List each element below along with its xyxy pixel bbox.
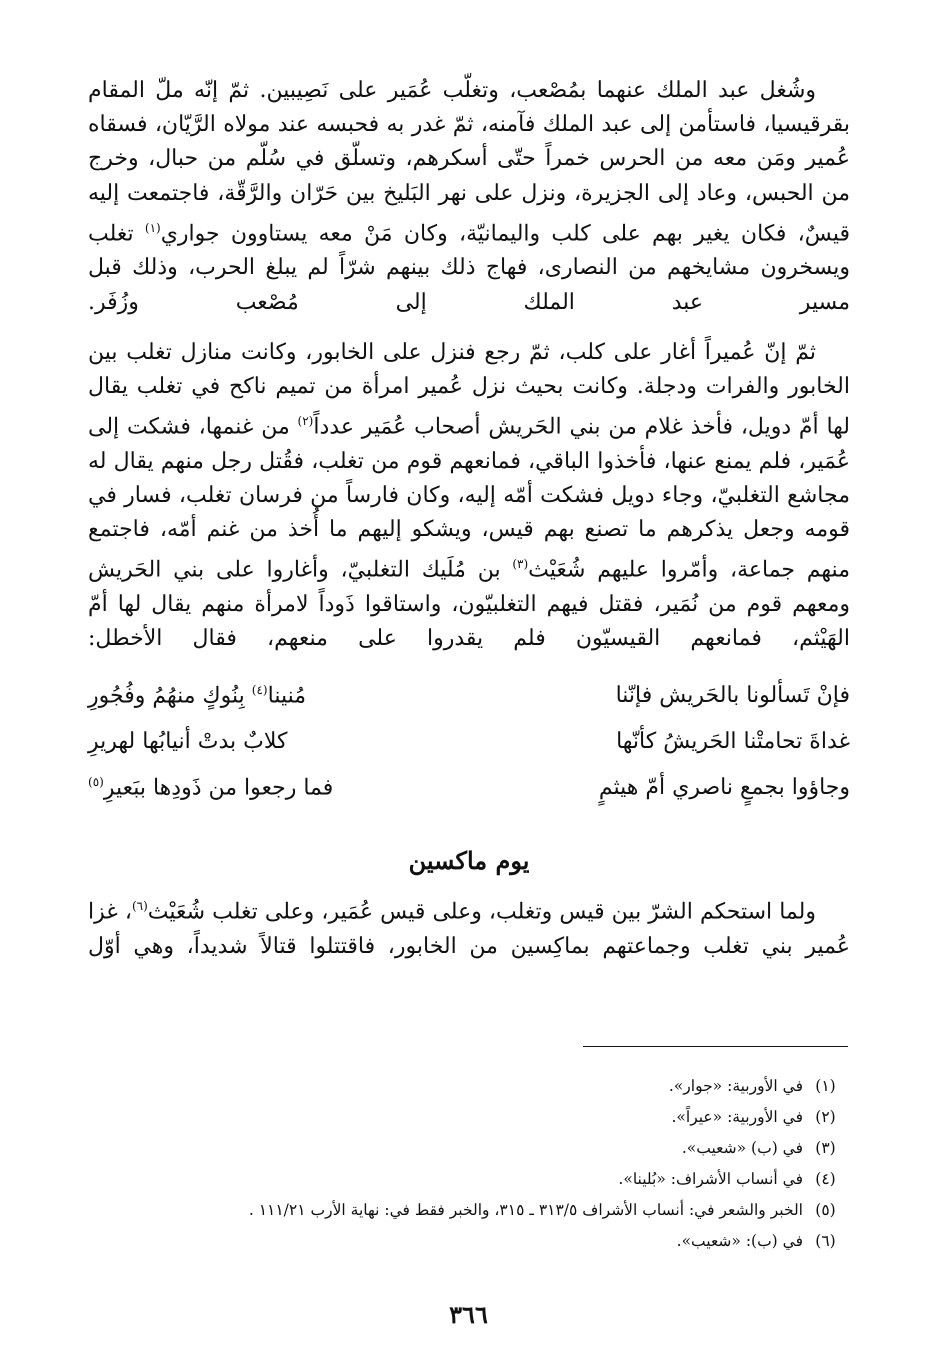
- footnote-text: الخبر والشعر في: أنساب الأشراف ٣١٣/٥ ـ ٣١٥، والخبر فقط في: نهاية الأرب ١١١/٢١ .: [248, 1200, 803, 1219]
- paragraph-2-text: ثمّ إنّ عُميراً أغار على كلب، ثمّ رجع فنزل على الخابور، وكانت منازل تغلب بين الخابور والفرات ودجلة. وكانت بحيث نزل عُمير امرأة من تميم ناكح في تغلب يقال لها أمّ دويل، فأخذ غلام من بني الحَريش أصحاب عُمَير عدداً: [88, 339, 850, 440]
- verse-line: [88, 672, 850, 718]
- footnote-text: في أنساب الأشراف: «بُلينا».: [618, 1169, 803, 1188]
- paragraph-2-mid: من غنمها، فشكت إلى عُمَير، فلم يمنع عنها، فأخذوا الباقي، فمانعهم قوم من تغلب، فقُتل رجل منهم يقال له مجاشع التغلبيّ، وجاء دويل فشكت أمّه إليه، وكان فارساً من فرسان تغلب، فسار في قومه وجعل يذكرهم ما تصنع بهم قيس، ويشكو إليهم ما أُخذ من غنم أمّه، فاجتمع منهم جماعة، وأمّروا عليهم شُعَيْث: [88, 414, 851, 583]
- verse-second-half: [88, 683, 418, 708]
- footnote-item: [110, 1101, 848, 1132]
- paragraph-2-end: بن مُلَيك التغلبيّ، وأغاروا على بني الحَريش ومعهم قوم من نُمَير، فقتل فيهم التغلبيّون، واستاقوا ذَوداً لامرأة منهم يقال لها أمّ الهَيْثم، فمانعهم القيسيّون فلم يقدروا على منعهم، فقال الأخطل:: [88, 557, 850, 652]
- footnote-ref: (٤): [251, 682, 268, 697]
- footnote-item: [110, 1163, 848, 1194]
- footnote-number: (٤): [815, 1169, 836, 1188]
- verse-line: [88, 764, 850, 810]
- section-heading: يوم ماكسين: [408, 846, 530, 876]
- footnote-text: في (ب): «شعيب».: [676, 1231, 803, 1250]
- verse-first-half: فإنْ تَسألونا بالحَريش فإنّنا: [615, 682, 850, 708]
- footnote-number: (١): [815, 1076, 836, 1095]
- footnotes: [110, 1070, 848, 1256]
- footnote-item: [110, 1194, 848, 1225]
- footnote-item: [110, 1070, 848, 1101]
- footnote-text: في الأوربية: «عيراً».: [671, 1107, 803, 1126]
- page-body: [88, 74, 850, 964]
- footnote-number: (٦): [815, 1231, 836, 1250]
- footnote-text: في الأوربية: «جوار».: [668, 1076, 803, 1095]
- footnote-number: (٥): [815, 1200, 836, 1219]
- verse-second-text: مُنينا: [267, 682, 307, 708]
- paragraph-3-end: ، غزا عُمير بني تغلب وجماعتهم بماكِسين من الخابور، فاقتتلوا قتالاً شديداً، وهي أوّل: [88, 899, 850, 959]
- verse-second-end: بِنُوكٍ منهُمُ وفُجُورِ: [88, 682, 252, 708]
- footnote-ref: (١): [144, 220, 161, 235]
- footnote-number: (٢): [815, 1107, 836, 1126]
- verse-line: [88, 718, 850, 764]
- page-number: ٣٦٦: [449, 1300, 488, 1329]
- footnote-ref: (٢): [297, 414, 314, 429]
- footnote-ref: (٥): [88, 774, 104, 789]
- footnote-item: [110, 1132, 848, 1163]
- footnote-item: [110, 1225, 848, 1256]
- footnote-ref: (٦): [131, 899, 148, 914]
- footnote-number: (٣): [815, 1138, 836, 1157]
- paragraph-3: [88, 889, 850, 964]
- verse-second-text: فما رجعوا من ذَودِها ببَعيرِ: [103, 774, 334, 800]
- footnote-text: في (ب) «شعيب».: [681, 1138, 803, 1157]
- verse-second-half: كلابٌ بدتْ أنيابُها لهريرِ: [88, 728, 288, 754]
- verse-first-half: وجاؤوا بجمعٍ ناصري أمّ هيثمٍ: [598, 774, 850, 800]
- poem: [88, 672, 850, 810]
- footnote-divider: [583, 1046, 848, 1047]
- footnote-ref: (٣): [512, 557, 529, 572]
- paragraph-1: [88, 74, 850, 320]
- verse-first-half: غداةَ تحامتْنا الحَريشُ كأنّها: [616, 728, 850, 754]
- paragraph-2: [88, 336, 850, 656]
- verse-second-half: [88, 775, 418, 800]
- paragraph-1-text: وشُغل عبد الملك عنهما بمُصْعب، وتغلّب عُمَير على نَصِيبين. ثمّ إنّه ملّ المقام بقرقيسيا، فاستأمن إلى عبد الملك فآمنه، ثمّ غدر به فحبسه عند مولاه الرَّيّان، فسقاه عُمير ومَن معه من الحرس خمراً حتّى أسكرهم، وتسلّق في سُلّم من حبال، وخرج من الحبس، وعاد إلى الجزيرة، ونزل على نهر البَليخ بين حَرّان والرَّقّة، فاجتمعت إليه قيسٌ، فكان يغير بهم على كلب واليمانيّة، وكان مَنْ معه يستاوون جواري: [88, 78, 851, 247]
- paragraph-3-text: ولما استحكم الشرّ بين قيس وتغلب، وعلى قيس عُمَير، وعلى تغلب شُعَيْث: [147, 899, 816, 925]
- paragraph-1-end: تغلب ويسخرون مشايخهم من النصارى، فهاج ذلك بينهم شرّاً لم يبلغ الحرب، وذلك قبل مسير عبد الملك إلى مُصْعب وزُفَر.: [88, 221, 850, 315]
